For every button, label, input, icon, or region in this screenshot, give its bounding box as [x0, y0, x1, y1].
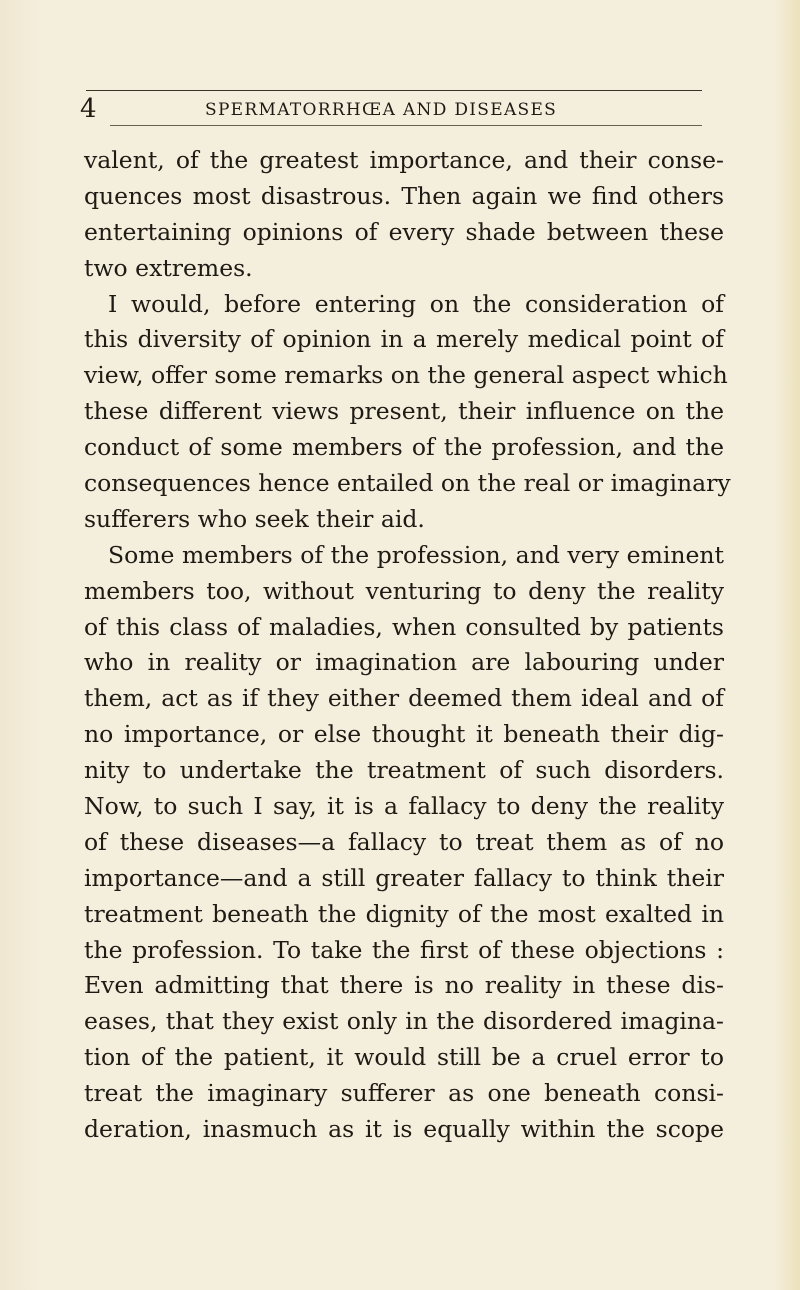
header-top-rule: [86, 90, 702, 91]
text-line: I would, before entering on the consideration of: [108, 289, 724, 318]
text-line: no importance, or else thought it beneath their dig-: [84, 720, 724, 749]
running-head: SPERMATORRHŒA AND DISEASES: [205, 100, 558, 120]
header-bottom-rule: [110, 125, 702, 126]
text-line: tion of the patient, it would still be a cruel error to: [84, 1043, 724, 1072]
text-line: these different views present, their influence on the: [84, 397, 724, 426]
text-line: eases, that they exist only in the disordered imagina-: [84, 1007, 724, 1036]
text-line: treat the imaginary sufferer as one beneath consi-: [84, 1079, 724, 1108]
text-line: deration, inasmuch as it is equally within the scope: [84, 1115, 724, 1144]
text-line: Now, to such I say, it is a fallacy to deny the reality: [84, 792, 724, 821]
text-line: conduct of some members of the profession, and the: [84, 433, 724, 462]
text-line: valent, of the greatest importance, and their conse-: [84, 146, 724, 174]
text-line: the profession. To take the first of these objections :: [84, 935, 724, 964]
text-line: of these diseases—a fallacy to treat them as of no: [84, 827, 724, 856]
text-line: treatment beneath the dignity of the most exalted in: [84, 899, 724, 928]
text-line: consequences hence entailed on the real or imaginary: [84, 469, 731, 498]
body-text: [84, 143, 731, 1148]
text-line: this diversity of opinion in a merely medical point of: [84, 325, 724, 354]
text-line: two extremes.: [84, 253, 253, 282]
text-line: entertaining opinions of every shade between these: [84, 217, 724, 246]
text-line: quences most disastrous. Then again we find others: [84, 181, 724, 210]
text-line: Even admitting that there is no reality in these dis-: [84, 971, 724, 1000]
text-line: who in reality or imagination are labouring under: [84, 648, 724, 677]
text-line: them, act as if they either deemed them ideal and of: [84, 684, 724, 713]
page-header: [80, 92, 720, 126]
text-line: members too, without venturing to deny the reality: [84, 576, 724, 605]
text-line: view, offer some remarks on the general aspect which: [84, 361, 728, 390]
page-number: 4: [80, 94, 97, 124]
text-line: sufferers who seek their aid.: [84, 504, 425, 533]
text-line: nity to undertake the treatment of such disorders.: [84, 756, 724, 785]
text-line: importance—and a still greater fallacy to think their: [84, 863, 724, 892]
text-line: of this class of maladies, when consulted by patients: [84, 612, 724, 641]
text-line: Some members of the profession, and very eminent: [108, 540, 724, 569]
